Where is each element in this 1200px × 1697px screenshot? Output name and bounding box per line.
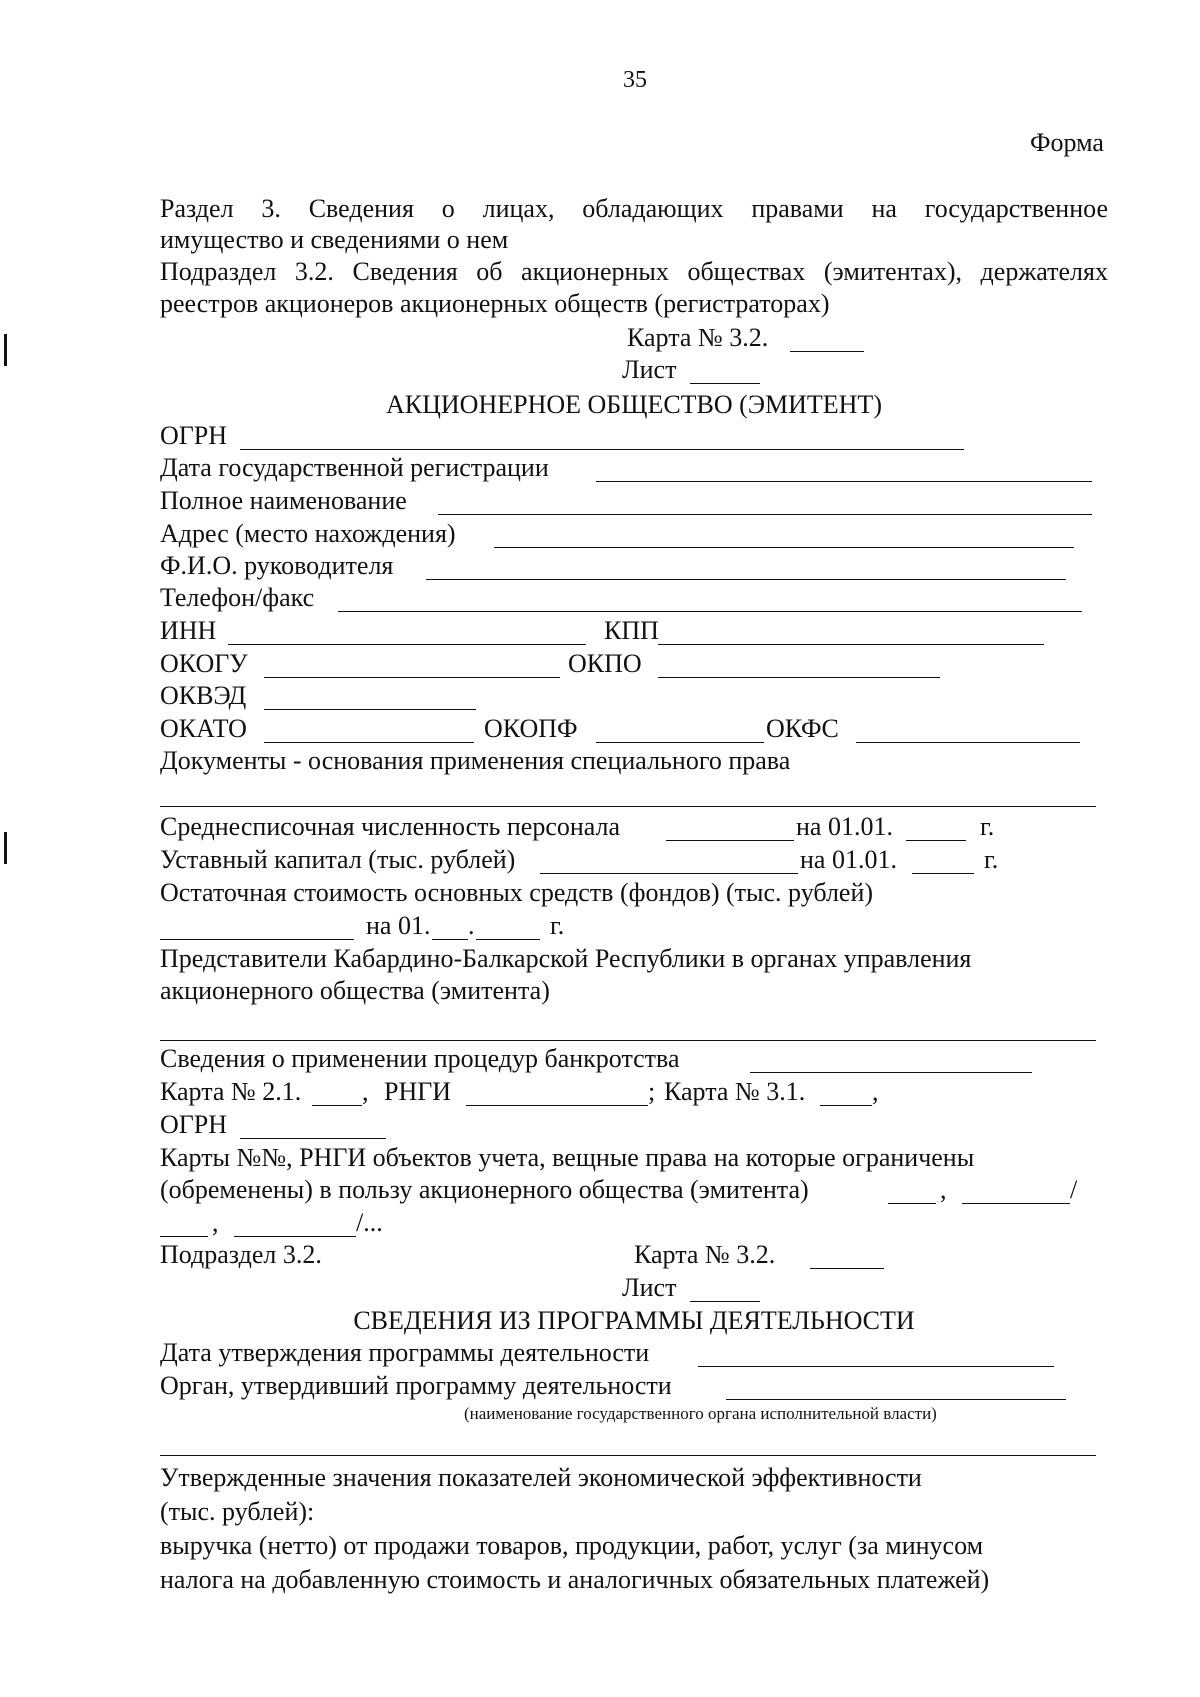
section-heading-line1: Раздел 3. Сведения о лицах, обладающих правами на государственное [160, 194, 1108, 223]
indicators-line1: Утвержденные значения показателей экономической эффективности [160, 1463, 922, 1492]
subsection-heading-line1: Подраздел 3.2. Сведения об акционерных обществах (эмитентах), держателях [160, 257, 1108, 286]
subsection-heading-line2: реестров акционеров акционерных обществ (регистраторах) [160, 289, 830, 318]
okogu-field[interactable] [264, 677, 560, 678]
capital-date-label: на 01.01. [800, 845, 897, 874]
encumbered-comma: , [940, 1175, 947, 1204]
encumbered-card-field-2[interactable] [160, 1236, 208, 1237]
inn-field[interactable] [228, 644, 586, 645]
section-title: АКЦИОНЕРНОЕ ОБЩЕСТВО (ЭМИТЕНТ) [386, 390, 882, 419]
approving-body-field[interactable] [726, 1399, 1066, 1400]
sheet-label: Лист [622, 355, 677, 384]
registration-date-label: Дата государственной регистрации [160, 453, 549, 482]
residual-month-field[interactable] [432, 939, 468, 940]
headcount-date-label: на 01.01. [796, 812, 893, 841]
section2-subsection-label: Подраздел 3.2. [160, 1240, 322, 1269]
encumbered-rngi-field-2[interactable] [234, 1236, 356, 1237]
section2-card-number-field[interactable] [810, 1268, 884, 1269]
address-field[interactable] [494, 547, 1074, 548]
card31-field[interactable] [820, 1105, 872, 1106]
full-name-field[interactable] [438, 514, 1092, 515]
rngi-field[interactable] [466, 1105, 648, 1106]
documents-label: Документы - основания применения специального права [160, 746, 791, 775]
okved-label: ОКВЭД [160, 681, 247, 710]
phone-fax-field[interactable] [338, 611, 1082, 612]
headcount-field[interactable] [666, 840, 794, 841]
director-field[interactable] [426, 579, 1066, 580]
kpp-label: КПП [604, 616, 659, 645]
section2-sheet-label: Лист [622, 1273, 677, 1302]
card21-label: Карта № 2.1. [160, 1077, 302, 1106]
bankruptcy-label: Сведения о применении процедур банкротства [160, 1044, 680, 1073]
address-label: Адрес (место нахождения) [160, 519, 456, 548]
representatives-line2: акционерного общества (эмитента) [160, 976, 550, 1005]
headcount-year-field[interactable] [906, 840, 966, 841]
approving-body-hint: (наименование государственного органа исполнительной власти) [464, 1404, 937, 1423]
residual-date-prefix: на 01. [366, 911, 431, 940]
ogrn2-label: ОГРН [160, 1110, 228, 1139]
headcount-year-suffix: г. [980, 812, 995, 841]
okpo-label: ОКПО [568, 649, 642, 678]
approval-date-label: Дата утверждения программы деятельности [160, 1338, 650, 1367]
approving-body-field-2[interactable] [160, 1455, 1096, 1456]
headcount-label: Среднесписочная численность персонала [160, 812, 621, 841]
residual-value-label: Остаточная стоимость основных средств (фондов) (тыс. рублей) [160, 878, 874, 907]
rngi-separator: ; [648, 1077, 656, 1106]
bankruptcy-field[interactable] [750, 1072, 1032, 1073]
representatives-line1: Представители Кабардино-Балкарской Республики в органах управления [160, 944, 972, 973]
kpp-field[interactable] [658, 644, 1044, 645]
ogrn-label: ОГРН [160, 421, 228, 450]
card31-separator: , [872, 1077, 879, 1106]
card-number-field[interactable] [790, 351, 864, 352]
representatives-field[interactable] [160, 1040, 1096, 1041]
card31-label: Карта № 3.1. [664, 1077, 806, 1106]
documents-field[interactable] [160, 806, 1096, 807]
phone-fax-label: Телефон/факс [160, 583, 315, 612]
section2-card-label: Карта № 3.2. [634, 1240, 776, 1269]
residual-year-field[interactable] [476, 939, 540, 940]
okato-field[interactable] [264, 742, 474, 743]
ogrn2-field[interactable] [240, 1138, 386, 1139]
encumbered-rngi-field[interactable] [962, 1203, 1070, 1204]
ogrn-field[interactable] [240, 449, 964, 450]
okopf-label: ОКОПФ [484, 714, 578, 743]
encumbered-line1: Карты №№, РНГИ объектов учета, вещные права на которые ограничены [160, 1143, 975, 1172]
approving-body-label: Орган, утвердивший программу деятельности [160, 1371, 672, 1400]
revenue-line1: выручка (нетто) от продажи товаров, продукции, работ, услуг (за минусом [160, 1531, 984, 1560]
sheet-number-field[interactable] [690, 383, 760, 384]
okpo-field[interactable] [658, 677, 940, 678]
section2-title: СВЕДЕНИЯ ИЗ ПРОГРАММЫ ДЕЯТЕЛЬНОСТИ [353, 1306, 915, 1335]
form-label: Форма [1030, 128, 1104, 157]
director-label: Ф.И.О. руководителя [160, 551, 394, 580]
capital-field[interactable] [540, 873, 798, 874]
capital-label: Уставный капитал (тыс. рублей) [160, 845, 516, 874]
encumbered-slash: / [1070, 1175, 1078, 1204]
rngi-label: РНГИ [384, 1077, 452, 1106]
encumbered-continuation: /... [356, 1208, 383, 1237]
section2-sheet-number-field[interactable] [690, 1301, 760, 1302]
capital-year-suffix: г. [984, 845, 999, 874]
approval-date-field[interactable] [698, 1366, 1054, 1367]
card-label: Карта № 3.2. [627, 323, 769, 352]
card21-separator: , [362, 1077, 369, 1106]
page-number: 35 [623, 67, 647, 93]
capital-year-field[interactable] [912, 873, 974, 874]
encumbered-card-field[interactable] [888, 1203, 936, 1204]
revenue-line2: налога на добавленную стоимость и аналогичных обязательных платежей) [160, 1565, 990, 1594]
okved-field[interactable] [264, 709, 476, 710]
residual-year-suffix: г. [550, 911, 565, 940]
scan-mark-top [4, 334, 7, 366]
card21-field[interactable] [312, 1105, 362, 1106]
section-heading-line2: имущество и сведениями о нем [160, 225, 509, 254]
okfs-field[interactable] [856, 742, 1080, 743]
okogu-label: ОКОГУ [160, 649, 248, 678]
encumbered-line2: (обременены) в пользу акционерного общества (эмитента) [160, 1175, 809, 1204]
okato-label: ОКАТО [160, 714, 247, 743]
residual-value-field[interactable] [160, 939, 354, 940]
full-name-label: Полное наименование [160, 486, 407, 515]
scan-mark-middle [4, 832, 7, 864]
okopf-field[interactable] [596, 742, 764, 743]
inn-label: ИНН [160, 616, 217, 645]
residual-date-dot: . [468, 911, 475, 940]
okfs-label: ОКФС [766, 714, 839, 743]
encumbered-comma-2: , [212, 1208, 219, 1237]
indicators-line2: (тыс. рублей): [160, 1497, 315, 1526]
registration-date-field[interactable] [596, 481, 1092, 482]
